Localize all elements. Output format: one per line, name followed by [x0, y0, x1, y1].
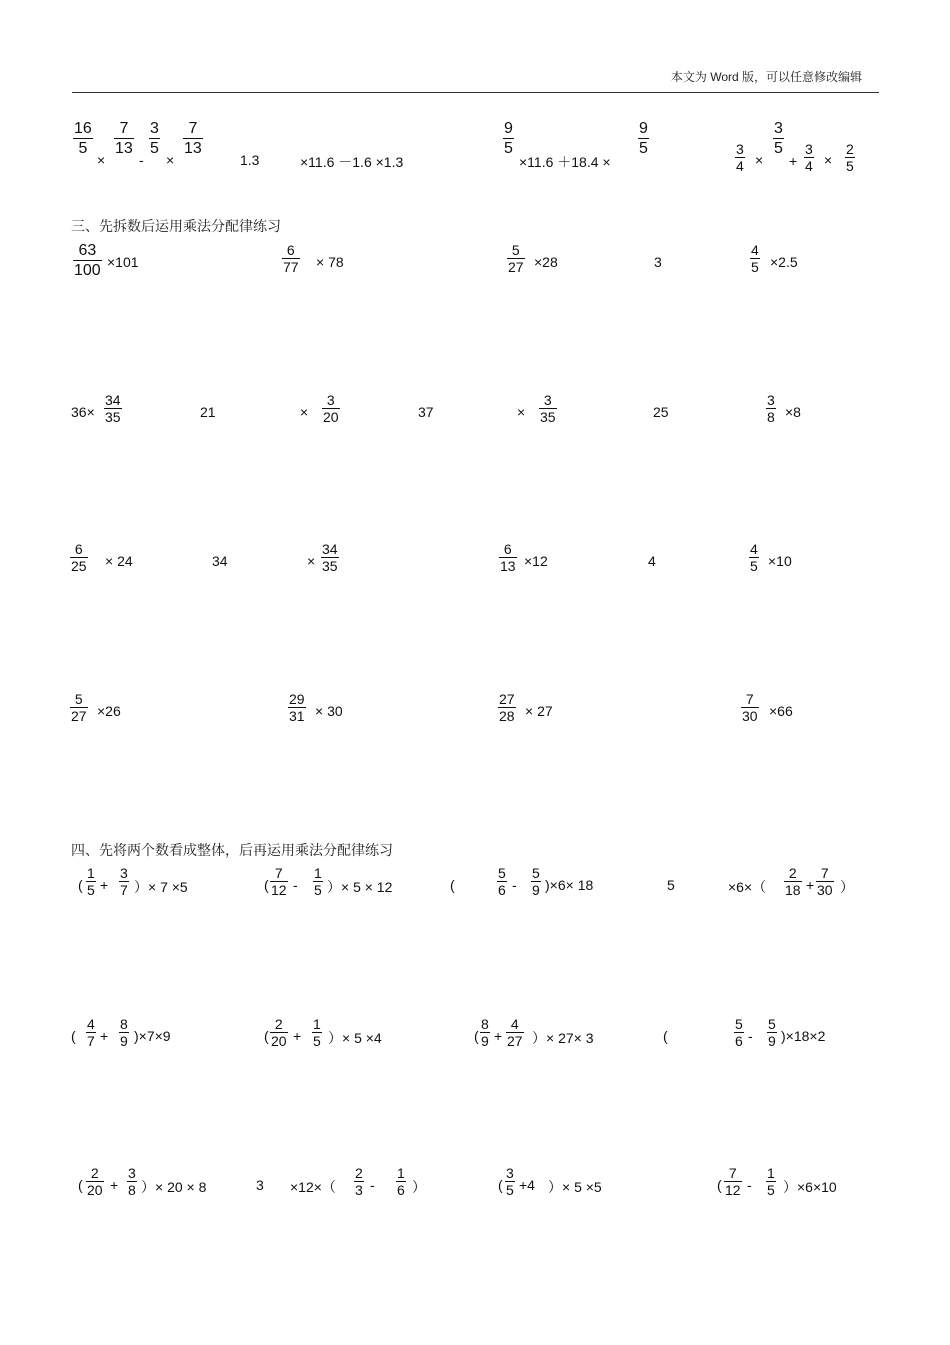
- times-sign: ×: [307, 553, 316, 569]
- times-sign: ×: [824, 152, 833, 168]
- problem-number: 37: [418, 404, 434, 420]
- fraction: $\frac{6}{25}$: [71, 541, 87, 575]
- problem-expression: ×2.5: [770, 254, 798, 270]
- fraction: $\frac{6}{13}$: [500, 541, 516, 575]
- fraction: $\frac{5}{27}$: [508, 242, 524, 276]
- section-title: 三、先拆数后运用乘法分配律练习: [71, 218, 281, 234]
- problem-expression: ）× 20 × 8: [141, 1179, 207, 1195]
- problem-expression: ×66: [769, 703, 793, 719]
- fraction: $\frac{34}{35}$: [322, 541, 338, 575]
- problem-expression: ）× 27× 3: [532, 1030, 594, 1046]
- fraction: $\frac{4}{5}$: [750, 541, 758, 575]
- fraction: $\frac{8}{9}$: [481, 1016, 489, 1050]
- minus-sign: -: [747, 1177, 752, 1193]
- header-rule: [72, 92, 879, 93]
- plus-sign: +: [806, 877, 815, 893]
- fraction: $\frac{3}{20}$: [323, 392, 339, 426]
- problem-expression: × 27: [525, 703, 553, 719]
- problem-expression: 36×: [71, 404, 95, 420]
- fraction: $\frac{2}{3}$: [355, 1165, 363, 1199]
- fraction: $\frac{7}{30}$: [817, 865, 833, 899]
- plus-sign: +: [789, 153, 798, 169]
- open-paren: (: [474, 1028, 479, 1044]
- fraction: $\frac{3}{5}$: [506, 1165, 514, 1199]
- fraction: $\frac{4}{5}$: [751, 242, 759, 276]
- fraction: $\frac{7}{30}$: [742, 691, 758, 725]
- fraction: $\frac{3}{4}$: [805, 141, 813, 175]
- fraction: $\frac{16}{5}$: [74, 120, 92, 158]
- fraction: $\frac{3}{7}$: [120, 865, 128, 899]
- fraction: $\frac{3}{8}$: [767, 392, 775, 426]
- problem-expression: ×6×（: [728, 879, 767, 895]
- times-sign: ×: [517, 404, 526, 420]
- fraction: $\frac{5}{6}$: [498, 865, 506, 899]
- fraction: $\frac{3}{5}$: [774, 120, 783, 158]
- problem-expression: × 78: [316, 254, 344, 270]
- problem-expression: )×7×9: [134, 1028, 171, 1044]
- fraction: $\frac{7}{13}$: [115, 120, 133, 158]
- open-paren: (: [498, 1177, 503, 1193]
- open-paren: (: [78, 1177, 83, 1193]
- minus-sign: -: [748, 1028, 753, 1044]
- problem-expression: × 24: [105, 553, 133, 569]
- problem-expression: ）×6×10: [783, 1179, 837, 1195]
- plus-sign: +: [494, 1028, 503, 1044]
- problem-expression: ×101: [107, 254, 139, 270]
- problem-expression: )×18×2: [781, 1028, 826, 1044]
- fraction: $\frac{2}{18}$: [785, 865, 801, 899]
- fraction: $\frac{3}{5}$: [150, 120, 159, 158]
- problem-expression: ×11.6 ＋18.4 ×: [519, 154, 611, 170]
- problem-expression: ）× 5 ×5: [548, 1179, 602, 1195]
- problem-number: 1.3: [240, 152, 260, 168]
- section-title: 四、先将两个数看成整体，后再运用乘法分配律练习: [71, 842, 393, 858]
- times-sign: ×: [97, 152, 106, 168]
- fraction: $\frac{2}{20}$: [87, 1165, 103, 1199]
- problem-number: 5: [667, 877, 675, 893]
- fraction: $\frac{34}{35}$: [105, 392, 121, 426]
- fraction: $\frac{4}{27}$: [507, 1016, 523, 1050]
- fraction: $\frac{1}{5}$: [87, 865, 95, 899]
- fraction: $\frac{5}{9}$: [532, 865, 540, 899]
- open-paren: (: [264, 877, 269, 893]
- problem-number: 3: [654, 254, 662, 270]
- fraction: $\frac{7}{13}$: [184, 120, 202, 158]
- times-sign: ×: [300, 404, 309, 420]
- header-note: 本文为 Word 版，可以任意修改编辑: [670, 70, 862, 84]
- close-paren: ）: [840, 879, 854, 895]
- fraction: $\frac{7}{12}$: [271, 865, 287, 899]
- problem-expression: ×28: [534, 254, 558, 270]
- fraction: $\frac{3}{4}$: [736, 141, 744, 175]
- fraction: $\frac{63}{100}$: [74, 242, 101, 280]
- fraction: $\frac{7}{12}$: [725, 1165, 741, 1199]
- fraction: $\frac{1}{5}$: [314, 865, 322, 899]
- problem-expression: ×10: [768, 553, 792, 569]
- problem-number: 4: [648, 553, 656, 569]
- fraction: $\frac{3}{8}$: [128, 1165, 136, 1199]
- fraction: $\frac{4}{7}$: [87, 1016, 95, 1050]
- problem-expression: ×11.6 －1.6 ×1.3: [300, 154, 404, 170]
- problem-expression: +4: [519, 1177, 535, 1193]
- problem-number: 34: [212, 553, 228, 569]
- plus-sign: +: [100, 877, 109, 893]
- problem-number: 21: [200, 404, 216, 420]
- times-sign: ×: [166, 152, 175, 168]
- problem-expression: ×12: [524, 553, 548, 569]
- problem-expression: ）× 5 × 12: [327, 879, 393, 895]
- fraction: $\frac{9}{5}$: [504, 120, 513, 158]
- fraction: $\frac{27}{28}$: [499, 691, 515, 725]
- fraction: $\frac{5}{6}$: [735, 1016, 743, 1050]
- open-paren: (: [663, 1028, 668, 1044]
- fraction: $\frac{3}{35}$: [540, 392, 556, 426]
- open-paren: (: [717, 1177, 722, 1193]
- minus-sign: -: [293, 877, 298, 893]
- minus-sign: -: [370, 1177, 375, 1193]
- fraction: $\frac{2}{20}$: [271, 1016, 287, 1050]
- fraction: $\frac{29}{31}$: [289, 691, 305, 725]
- fraction: $\frac{1}{6}$: [397, 1165, 405, 1199]
- fraction: $\frac{6}{77}$: [283, 242, 299, 276]
- problem-expression: × 30: [315, 703, 343, 719]
- problem-expression: ）× 5 ×4: [328, 1030, 382, 1046]
- problem-number: 3: [256, 1177, 264, 1193]
- minus-sign: -: [139, 152, 144, 168]
- plus-sign: +: [100, 1028, 109, 1044]
- problem-expression: ）× 7 ×5: [134, 879, 188, 895]
- problem-expression: ×12×（: [290, 1179, 336, 1195]
- open-paren: (: [264, 1028, 269, 1044]
- open-paren: (: [78, 877, 83, 893]
- problem-expression: )×6× 18: [545, 877, 594, 893]
- minus-sign: -: [512, 877, 517, 893]
- plus-sign: +: [110, 1177, 119, 1193]
- fraction: $\frac{5}{27}$: [71, 691, 87, 725]
- fraction: $\frac{5}{9}$: [768, 1016, 776, 1050]
- problem-number: 25: [653, 404, 669, 420]
- plus-sign: +: [293, 1028, 302, 1044]
- times-sign: ×: [755, 152, 764, 168]
- fraction: $\frac{8}{9}$: [120, 1016, 128, 1050]
- problem-expression: ×26: [97, 703, 121, 719]
- fraction: $\frac{1}{5}$: [313, 1016, 321, 1050]
- fraction: $\frac{1}{5}$: [767, 1165, 775, 1199]
- close-paren: ）: [412, 1179, 426, 1195]
- open-paren: (: [450, 877, 455, 893]
- problem-expression: ×8: [785, 404, 801, 420]
- open-paren: (: [71, 1028, 76, 1044]
- fraction: $\frac{9}{5}$: [639, 120, 648, 158]
- fraction: $\frac{2}{5}$: [846, 141, 854, 175]
